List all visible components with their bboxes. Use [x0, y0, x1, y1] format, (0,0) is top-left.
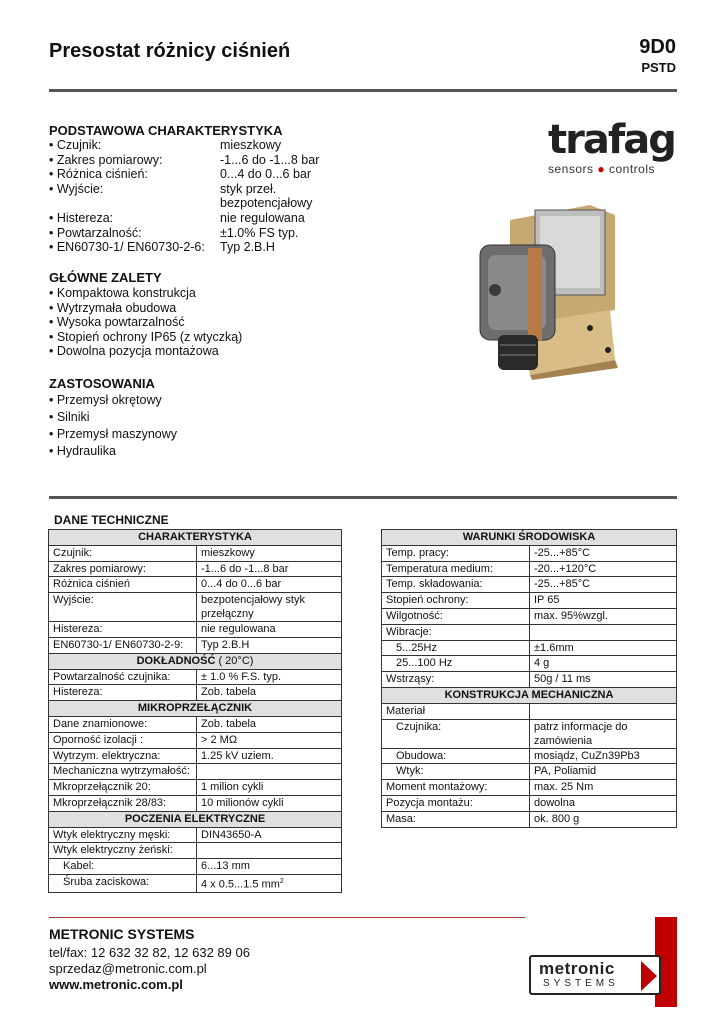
table-section-header: MIKROPRZEŁĄCZNIK	[49, 701, 342, 717]
table-cell-value: 10 milionów cykli	[197, 795, 342, 811]
metronic-logo-sub: SYSTEMS	[543, 978, 619, 989]
table-cell-value: PA, Poliamid	[530, 764, 677, 780]
table-cell-key: 5...25Hz	[382, 640, 530, 656]
table-cell-value: 50g / 11 ms	[530, 672, 677, 688]
table-row	[49, 795, 342, 811]
table-cell-key: Materiał	[382, 703, 530, 719]
metronic-logo-word: metronic	[539, 959, 615, 978]
table-row	[49, 859, 342, 875]
table-cell-key: Temp. składowania:	[382, 577, 530, 593]
table-cell-key: Wilgotność:	[382, 608, 530, 624]
table-cell-value: IP 65	[530, 593, 677, 609]
table-cell-key: Obudowa:	[382, 748, 530, 764]
list-item: • Stopień ochrony IP65 (z wtyczką)	[49, 329, 243, 344]
company-email[interactable]: sprzedaz@metronic.com.pl	[49, 961, 207, 976]
table-row	[49, 843, 342, 859]
table-row	[382, 672, 677, 688]
characteristics-table	[48, 529, 342, 893]
table-cell-key: 25...100 Hz	[382, 656, 530, 672]
list-item: • Przemysł maszynowy	[49, 427, 178, 441]
table-section-header: CHARAKTERYSTYKA	[49, 530, 342, 546]
table-cell-key: Czujnika:	[382, 719, 530, 748]
table-row	[49, 827, 342, 843]
list-item: • Wysoka powtarzalność	[49, 315, 185, 330]
table-cell-key: Masa:	[382, 811, 530, 827]
arrow-icon	[641, 961, 657, 991]
table-row	[49, 732, 342, 748]
table-cell-value	[197, 843, 342, 859]
table-cell-value: 4 x 0.5...1.5 $mm^2$	[197, 874, 342, 892]
table-row	[49, 716, 342, 732]
logo-tagline: sensors ● controls	[548, 162, 655, 176]
table-row	[49, 669, 342, 685]
table-row	[49, 593, 342, 622]
table-cell-key: Histereza:	[49, 685, 197, 701]
basic-spec-list	[49, 138, 370, 255]
advantages-list	[49, 286, 242, 359]
company-phone: tel/fax: 12 632 32 82, 12 632 89 06	[49, 945, 250, 960]
table-cell-key: Histereza:	[49, 622, 197, 638]
list-item: • Powtarzalność: ±1.0% FS typ.	[49, 225, 299, 240]
table-cell-key: Oporność izolacji :	[49, 732, 197, 748]
list-item: • Histereza: nie regulowana	[49, 210, 305, 225]
table-cell-value	[530, 703, 677, 719]
table-row	[49, 780, 342, 796]
table-cell-value: mieszkowy	[197, 545, 342, 561]
list-item: • Różnica ciśnień: 0...4 do 0...6 bar	[49, 167, 312, 182]
table-row	[382, 577, 677, 593]
table-cell-value: max. 25 Nm	[530, 780, 677, 796]
list-item: • Dowolna pozycja montażowa	[49, 344, 219, 359]
applications-list	[49, 392, 177, 460]
table-cell-value: Zob. tabela	[197, 716, 342, 732]
applications-title: ZASTOSOWANIA	[49, 376, 155, 391]
table-cell-value: 0...4 do 0...6 bar	[197, 577, 342, 593]
table-row	[49, 748, 342, 764]
list-item: • Zakres pomiarowy: -1...6 do -1...8 bar	[49, 152, 320, 167]
list-item: • Wytrzymała obudowa	[49, 300, 177, 315]
list-item: • Hydraulika	[49, 444, 116, 458]
product-subcode: PSTD	[641, 60, 676, 75]
table-cell-value	[530, 624, 677, 640]
table-cell-key: Mechaniczna wytrzymałość:	[49, 764, 197, 780]
table-cell-value: 4 g	[530, 656, 677, 672]
table-cell-value: 6...13 mm	[197, 859, 342, 875]
table-row	[382, 795, 677, 811]
table-cell-key: Stopień ochrony:	[382, 593, 530, 609]
table-cell-value: ok. 800 g	[530, 811, 677, 827]
table-cell-key: Wtyk:	[382, 764, 530, 780]
table-cell-value: -25...+85°C	[530, 545, 677, 561]
table-cell-value: ± 1.0 % F.S. typ.	[197, 669, 342, 685]
table-cell-key: Śruba zaciskowa:	[49, 874, 197, 892]
table-cell-key: Dane znamionowe:	[49, 716, 197, 732]
table-cell-value: -1...6 do -1...8 bar	[197, 561, 342, 577]
tech-data-label: DANE TECHNICZNE	[54, 513, 169, 527]
table-row	[382, 764, 677, 780]
table-cell-key: Różnica ciśnień	[49, 577, 197, 593]
table-row	[382, 545, 677, 561]
table-cell-key: Wyjście:	[49, 593, 197, 622]
table-row	[49, 545, 342, 561]
table-cell-key: Pozycja montażu:	[382, 795, 530, 811]
table-row	[382, 811, 677, 827]
table-row	[382, 656, 677, 672]
company-name: METRONIC SYSTEMS	[49, 926, 195, 942]
table-cell-value: max. 95%wzgl.	[530, 608, 677, 624]
footer-rule	[49, 917, 525, 918]
table-section-header: DOKŁADNOŚĆ ( 20°C)	[49, 653, 342, 669]
table-cell-key: Wtyk elektryczny męski:	[49, 827, 197, 843]
environment-table	[381, 529, 677, 828]
table-cell-value: -20...+120°C	[530, 561, 677, 577]
section-rule	[49, 496, 677, 499]
metronic-logo	[529, 955, 661, 995]
table-row	[382, 608, 677, 624]
list-item: • Czujnik: mieszkowy	[49, 138, 282, 152]
table-row	[49, 577, 342, 593]
table-cell-key: Mkroprzełącznik 28/83:	[49, 795, 197, 811]
table-cell-value: patrz informacje do zamówienia	[530, 719, 677, 748]
table-row	[382, 703, 677, 719]
table-cell-key: Zakres pomiarowy:	[49, 561, 197, 577]
table-cell-key: Wstrząsy:	[382, 672, 530, 688]
list-item: bezpotencjałowy	[220, 196, 313, 211]
product-code: 9D0	[639, 36, 676, 58]
table-cell-key: Temperatura medium:	[382, 561, 530, 577]
table-cell-key: Wytrzym. elektryczna:	[49, 748, 197, 764]
table-cell-key: Wibracje:	[382, 624, 530, 640]
table-cell-key: Temp. pracy:	[382, 545, 530, 561]
table-cell-key: Czujnik:	[49, 545, 197, 561]
table-section-header: POCZENIA ELEKTRYCZNE	[49, 811, 342, 827]
table-cell-value: -25...+85°C	[530, 577, 677, 593]
table-section-header: WARUNKI ŚRODOWISKA	[382, 530, 677, 546]
logo-word: trafag	[548, 117, 675, 163]
table-section-header: KONSTRUKCJA MECHANICZNA	[382, 687, 677, 703]
table-cell-value: mosiądz, CuZn39Pb3	[530, 748, 677, 764]
table-row	[49, 622, 342, 638]
table-row	[49, 561, 342, 577]
table-cell-value: 1 milion cykli	[197, 780, 342, 796]
table-row	[49, 764, 342, 780]
table-row	[382, 561, 677, 577]
table-cell-value: ±1.6mm	[530, 640, 677, 656]
table-cell-value: Typ 2.B.H	[197, 637, 342, 653]
header-rule	[49, 89, 677, 92]
table-cell-value: bezpotencjałowy styk przełączny	[197, 593, 342, 622]
company-website[interactable]: www.metronic.com.pl	[49, 977, 183, 992]
table-row	[49, 685, 342, 701]
table-cell-value: nie regulowana	[197, 622, 342, 638]
table-cell-key: Powtarzalność czujnika:	[49, 669, 197, 685]
table-row	[382, 780, 677, 796]
table-row	[382, 719, 677, 748]
trafag-logo	[548, 117, 676, 176]
table-cell-value: dowolna	[530, 795, 677, 811]
table-cell-value: Zob. tabela	[197, 685, 342, 701]
table-cell-key: Wtyk elektryczny żeński:	[49, 843, 197, 859]
table-cell-value: 1.25 kV uziem.	[197, 748, 342, 764]
table-row	[49, 637, 342, 653]
list-item: • Wyjście: styk przeł.	[49, 181, 277, 196]
table-row	[382, 624, 677, 640]
table-cell-value: > 2 MΩ	[197, 732, 342, 748]
list-item: • Silniki	[49, 410, 90, 424]
advantages-title: GŁÓWNE ZALETY	[49, 270, 162, 285]
table-row	[382, 748, 677, 764]
table-cell-key: Mkroprzełącznik 20:	[49, 780, 197, 796]
page-title: Presostat różnicy ciśnień	[49, 40, 291, 62]
table-cell-value	[197, 764, 342, 780]
table-cell-key: Moment montażowy:	[382, 780, 530, 796]
list-item: • EN60730-1/ EN60730-2-6: Typ 2.B.H	[49, 240, 275, 255]
table-cell-value: DIN43650-A	[197, 827, 342, 843]
basic-title: PODSTAWOWA CHARAKTERYSTYKA	[49, 123, 283, 138]
table-row	[49, 874, 342, 892]
product-image	[440, 200, 620, 380]
table-row	[382, 640, 677, 656]
table-cell-key: Kabel:	[49, 859, 197, 875]
list-item: • Kompaktowa konstrukcja	[49, 286, 196, 300]
table-row	[382, 593, 677, 609]
table-cell-key: EN60730-1/ EN60730-2-9:	[49, 637, 197, 653]
list-item: • Przemysł okrętowy	[49, 393, 162, 407]
